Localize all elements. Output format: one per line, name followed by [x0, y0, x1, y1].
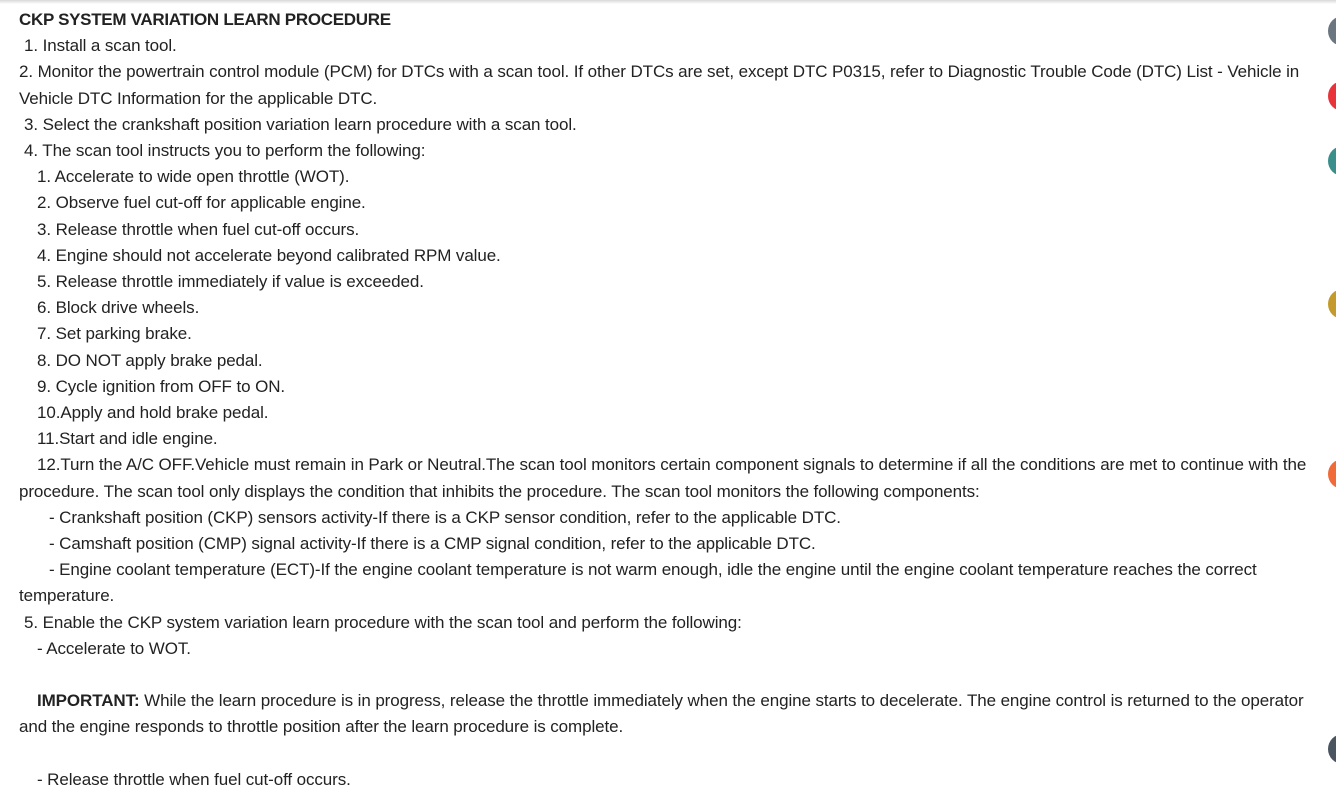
component-cmp: - Camshaft position (CMP) signal activity-If there is a CMP signal condition, refer to the applicable DTC. — [49, 534, 816, 554]
side-button-1[interactable] — [1328, 16, 1336, 46]
step-2: 2. Monitor the powertrain control module (PCM) for DTCs with a scan tool. If other DTCs are set, except DTC P0315, refer to Diagnostic Trouble Code (DTC) List - Vehicle in Vehicle DTC Information for the applicable DTC. — [19, 62, 1300, 108]
substep-4: 4. Engine should not accelerate beyond calibrated RPM value. — [37, 245, 501, 265]
step-5-bullet-fuel-cutoff: - Release throttle when fuel cut-off occurs. — [37, 769, 351, 789]
side-button-3[interactable] — [1328, 146, 1336, 176]
procedure-document — [19, 7, 1309, 793]
substep-2: 2. Observe fuel cut-off for applicable engine. — [37, 193, 366, 213]
substep-9: 9. Cycle ignition from OFF to ON. — [37, 376, 285, 396]
substep-6: 6. Block drive wheels. — [37, 298, 200, 318]
page-title: CKP SYSTEM VARIATION LEARN PROCEDURE — [19, 10, 391, 29]
side-button-6[interactable] — [1328, 734, 1336, 764]
substep-8: 8. DO NOT apply brake pedal. — [37, 350, 263, 370]
important-label: IMPORTANT: — [37, 691, 140, 711]
substep-11: 11.Start and idle engine. — [37, 429, 218, 449]
step-1: 1. Install a scan tool. — [24, 36, 177, 56]
top-shadow — [0, 0, 1336, 4]
important-note — [19, 688, 1309, 740]
substep-12: 12.Turn the A/C OFF.Vehicle must remain in Park or Neutral.The scan tool monitors certain component signals to determine if all the conditions are met to continue with the procedure. The scan tool only displays the condition that inhibits the procedure. The scan tool monitors the following components: — [19, 455, 1307, 501]
spacer — [19, 741, 1309, 767]
step-5: 5. Enable the CKP system variation learn procedure with the scan tool and perform the following: — [24, 612, 742, 632]
step-5-bullet-wot: - Accelerate to WOT. — [37, 638, 191, 658]
step-3: 3. Select the crankshaft position variation learn procedure with a scan tool. — [24, 114, 577, 134]
component-ect: - Engine coolant temperature (ECT)-If the engine coolant temperature is not warm enough, idle the engine until the engine coolant temperature reaches the correct temperature. — [19, 560, 1257, 606]
side-button-5[interactable] — [1328, 459, 1336, 489]
substep-3: 3. Release throttle when fuel cut-off occurs. — [37, 219, 360, 239]
spacer — [19, 662, 1309, 688]
substep-7: 7. Set parking brake. — [37, 324, 192, 344]
important-text: While the learn procedure is in progress, release the throttle immediately when the engine starts to decelerate. The engine control is returned to the operator and the engine responds to throttle position after the learn procedure is complete. — [19, 691, 1304, 737]
substep-5: 5. Release throttle immediately if value is exceeded. — [37, 272, 424, 292]
side-button-2[interactable] — [1328, 81, 1336, 111]
side-button-4[interactable] — [1328, 289, 1336, 319]
substep-10: 10.Apply and hold brake pedal. — [37, 403, 269, 423]
component-ckp: - Crankshaft position (CKP) sensors activity-If there is a CKP sensor condition, refer to the applicable DTC. — [49, 507, 841, 527]
substep-1: 1. Accelerate to wide open throttle (WOT). — [37, 167, 350, 187]
step-4: 4. The scan tool instructs you to perform the following: — [24, 141, 426, 161]
